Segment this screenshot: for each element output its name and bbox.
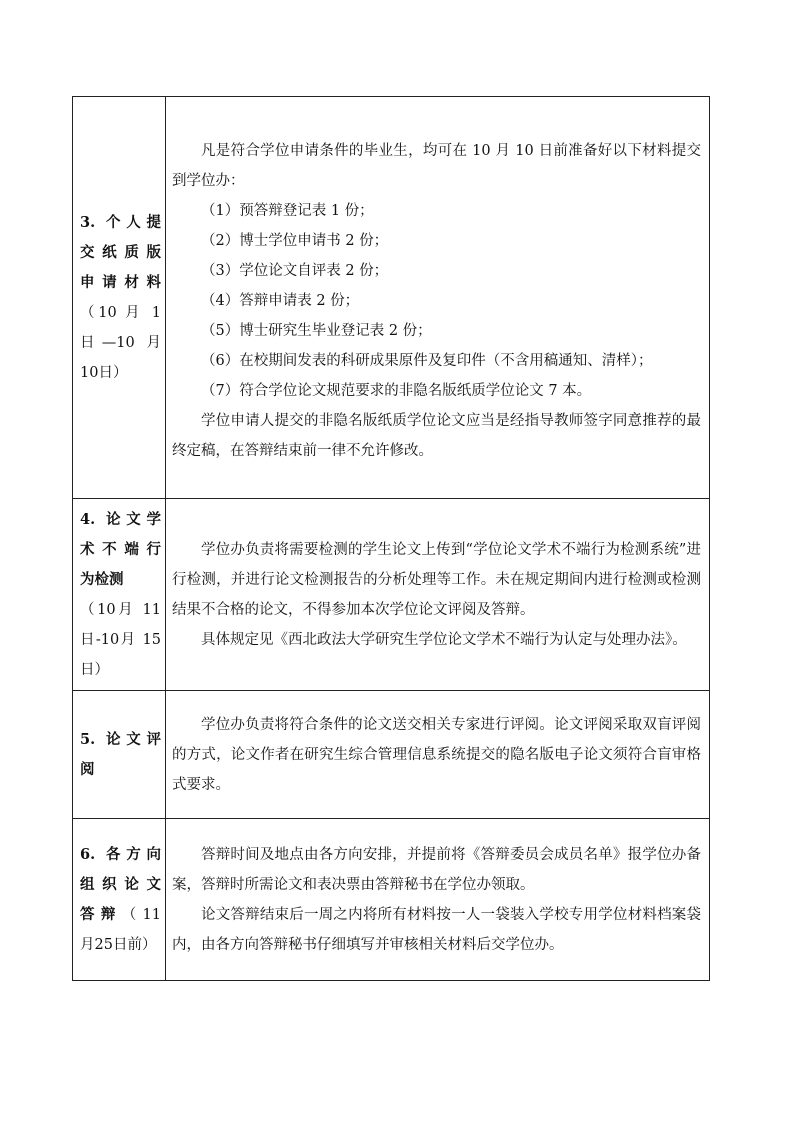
row-label-cell [73, 499, 166, 691]
label-line: 申请材料 [80, 273, 161, 291]
row-content-cell [166, 819, 710, 981]
row-content [166, 710, 709, 800]
paragraph: 论文答辩结束后一周之内将所有材料按一人一袋装入学校专用学位材料档案袋内，由各方向答辩秘书仔细填写并审核相关材料后交学位办。 [172, 906, 701, 953]
list-item: （3）学位论文自评表 2 份； [201, 262, 389, 279]
row-label-cell [73, 97, 166, 499]
label-line: 阅 [80, 760, 95, 778]
label-line: 5. 论文评 [80, 730, 161, 748]
table-row [73, 499, 710, 691]
paragraph: 答辩时间及地点由各方向安排，并提前将《答辩委员会成员名单》报学位办备案，答辩时所需论文和表决票由答辩秘书在学位办领取。 [172, 846, 701, 893]
paragraph: 学位办负责将需要检测的学生论文上传到“学位论文学术不端行为检测系统”进行检测，并进行论文检测报告的分析处理等工作。未在规定期间内进行检测或检测结果不合格的论文，不得参加本次学位论文评阅及答辩。 [172, 541, 701, 618]
label-date-line: 日-10月 15 [80, 631, 161, 648]
note-paragraph: 学位申请人提交的非隐名版纸质学位论文应当是经指导教师签字同意推荐的最终定稿，在答辩结束前一律不允许修改。 [172, 412, 701, 459]
label-date-line: 10日） [80, 364, 128, 381]
label-line: 6. 各方向 [80, 845, 161, 863]
label-line: 术不端行 [80, 540, 161, 558]
row-label [73, 505, 165, 685]
row-label [73, 208, 165, 388]
label-line: 交纸质版 [80, 243, 161, 261]
label-date-part: （11 [121, 906, 162, 923]
list-item: （6）在校期间发表的科研成果原件及复印件（不含用稿通知、清样）； [201, 352, 653, 369]
label-line: 4. 论文学 [80, 510, 161, 528]
intro-paragraph: 凡是符合学位申请条件的毕业生，均可在 10 月 10 日前准备好以下材料提交到学位办： [172, 142, 701, 189]
label-date-line: （10 月 1 [80, 304, 161, 321]
paragraph: 学位办负责将符合条件的论文送交相关专家进行评阅。论文评阅采取双盲评阅的方式，论文作者在研究生综合管理信息系统提交的隐名版电子论文须符合盲审格式要求。 [172, 716, 701, 793]
row-label [73, 840, 165, 960]
row-content-cell [166, 97, 710, 499]
label-date-line: 日） [80, 661, 109, 678]
label-date-line: （10月 11 [80, 601, 161, 618]
row-content [166, 130, 709, 466]
label-line: 组织论文 [80, 875, 161, 893]
label-line: 3. 个人提 [80, 213, 161, 231]
list-item: （2）博士学位申请书 2 份； [201, 232, 389, 249]
row-label-cell [73, 691, 166, 819]
label-line: 为检测 [80, 570, 124, 588]
row-content-cell [166, 499, 710, 691]
table-row [73, 97, 710, 499]
row-label [73, 725, 165, 785]
row-content [166, 840, 709, 960]
table-row [73, 691, 710, 819]
label-date-line: 月25日前） [80, 936, 157, 953]
list-item: （1）预答辩登记表 1 份； [201, 202, 374, 219]
list-item: （4）答辩申请表 2 份； [201, 292, 360, 309]
list-item: （5）博士研究生毕业登记表 2 份； [201, 322, 432, 339]
row-label-cell [73, 819, 166, 981]
paragraph: 具体规定见《西北政法大学研究生学位论文学术不端行为认定与处理办法》。 [201, 631, 687, 648]
label-bold-part: 答辩 [80, 905, 122, 923]
list-item: （7）符合学位论文规范要求的非隐名版纸质学位论文 7 本。 [201, 382, 592, 399]
row-content-cell [166, 691, 710, 819]
table-row [73, 819, 710, 981]
process-table [72, 96, 710, 981]
label-line-mixed [80, 900, 161, 930]
label-date-line: 日—10 月 [80, 334, 161, 351]
row-content [166, 535, 709, 655]
